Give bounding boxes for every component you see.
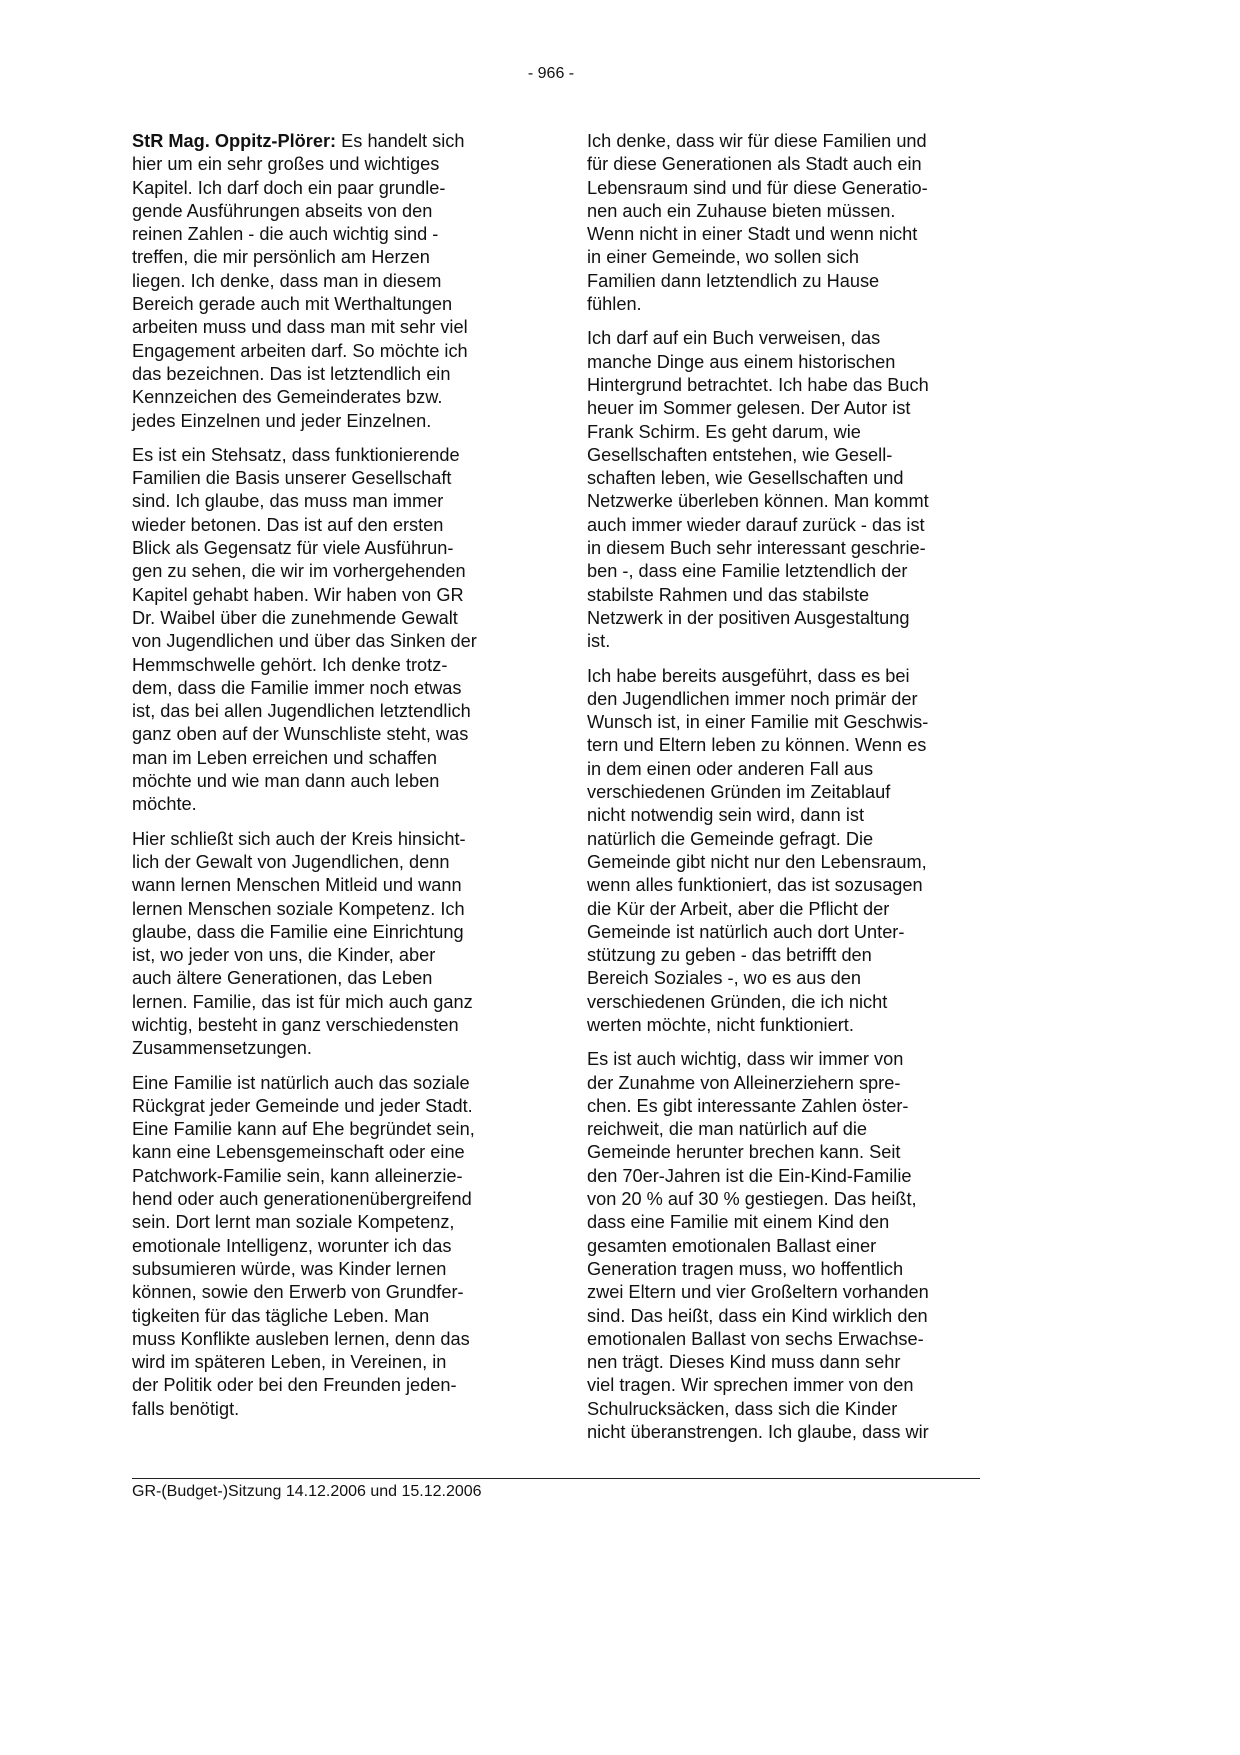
text-line: ben -, dass eine Familie letztendlich der	[587, 561, 908, 582]
text-line: die Kür der Arbeit, aber die Pflicht der	[587, 898, 890, 919]
text-line: sind. Das heißt, dass ein Kind wirklich den	[587, 1305, 928, 1326]
text-line: lernen. Familie, das ist für mich auch ganz	[132, 991, 473, 1012]
text-line: Wenn nicht in einer Stadt und wenn nicht	[587, 224, 918, 245]
text-line: ganz oben auf der Wunschliste steht, was	[132, 724, 469, 745]
paragraph	[132, 130, 527, 433]
text-line: wenn alles funktioniert, das ist sozusagen	[587, 875, 923, 896]
text-line: Familien dann letztendlich zu Hause	[587, 270, 880, 291]
text-line: Netzwerk in der positiven Ausgestaltung	[587, 607, 910, 628]
text-line: Gesellschaften entstehen, wie Gesell-	[587, 444, 893, 465]
text-line: Bereich Soziales -, wo es aus den	[587, 968, 861, 989]
text-line: für diese Generationen als Stadt auch ein	[587, 154, 922, 175]
text-line: reichweit, die man natürlich auf die	[587, 1119, 868, 1140]
text-line: liegen. Ich denke, dass man in diesem	[132, 270, 442, 291]
text-line: Ich denke, dass wir für diese Familien und	[587, 131, 927, 151]
text-line: wichtig, besteht in ganz verschiedensten	[132, 1014, 459, 1035]
text-line: falls benötigt.	[132, 1398, 240, 1419]
text-line: der Zunahme von Alleinerziehern spre-	[587, 1072, 901, 1093]
text-line: Zusammensetzungen.	[132, 1038, 312, 1059]
text-line: verschiedenen Gründen im Zeitablauf	[587, 782, 891, 803]
text-line: Gemeinde herunter brechen kann. Seit	[587, 1142, 901, 1163]
text-line: kann eine Lebensgemeinschaft oder eine	[132, 1142, 465, 1163]
text-line: Lebensraum sind und für diese Generatio-	[587, 177, 928, 198]
text-line: ist, das bei allen Jugendlichen letztendlich	[132, 701, 471, 722]
text-line: Familien die Basis unserer Gesellschaft	[132, 468, 452, 489]
text-line: auch ältere Generationen, das Leben	[132, 968, 433, 989]
text-line: wann lernen Menschen Mitleid und wann	[132, 875, 462, 896]
text-line: lich der Gewalt von Jugendlichen, denn	[132, 851, 450, 872]
text-line: gesamten emotionalen Ballast einer	[587, 1235, 877, 1256]
text-line: den Jugendlichen immer noch primär der	[587, 688, 918, 709]
text-line: gen zu sehen, die wir im vorhergehenden	[132, 561, 466, 582]
text-line: möchte.	[132, 794, 197, 815]
paragraph	[132, 1072, 527, 1421]
paragraph	[132, 444, 527, 817]
text-line: manche Dinge aus einem historischen	[587, 351, 896, 372]
text-line: Es ist ein Stehsatz, dass funktionierende	[132, 444, 460, 465]
text-line: von Jugendlichen und über das Sinken der	[132, 631, 477, 652]
text-line: Kapitel gehabt haben. Wir haben von GR	[132, 584, 464, 605]
text-line: Ich habe bereits ausgeführt, dass es bei	[587, 665, 910, 686]
text-line: Engagement arbeiten darf. So möchte ich	[132, 340, 468, 361]
speaker-name: StR Mag. Oppitz-Plörer:	[132, 131, 337, 151]
text-line: Hintergrund betrachtet. Ich habe das Buch	[587, 374, 929, 395]
text-line: subsumieren würde, was Kinder lernen	[132, 1258, 447, 1279]
text-line: wieder betonen. Das ist auf den ersten	[132, 514, 444, 535]
text-line: stützung zu geben - das betrifft den	[587, 945, 872, 966]
text-line: muss Konflikte ausleben lernen, denn das	[132, 1328, 470, 1349]
text-line: möchte und wie man dann auch leben	[132, 771, 440, 792]
text-line: Rückgrat jeder Gemeinde und jeder Stadt.	[132, 1095, 473, 1116]
text-line: Es ist auch wichtig, dass wir immer von	[587, 1049, 904, 1070]
text-line: glaube, dass die Familie eine Einrichtung	[132, 921, 464, 942]
left-column	[132, 130, 527, 1432]
page-number: - 966 -	[527, 65, 575, 82]
text-line: in diesem Buch sehr interessant geschrie-	[587, 538, 926, 559]
text-line: wird im späteren Leben, in Vereinen, in	[132, 1352, 447, 1373]
text-line: hier um ein sehr großes und wichtiges	[132, 154, 440, 175]
text-line: dem, dass die Familie immer noch etwas	[132, 677, 462, 698]
text-line: Kapitel. Ich darf doch ein paar grundle-	[132, 177, 446, 198]
text-line: Eine Familie kann auf Ehe begründet sein,	[132, 1119, 475, 1140]
text-line: Eine Familie ist natürlich auch das soziale	[132, 1072, 470, 1093]
text-line: Ich darf auf ein Buch verweisen, das	[587, 328, 881, 349]
text-line: Bereich gerade auch mit Werthaltungen	[132, 294, 453, 315]
text-line: viel tragen. Wir sprechen immer von den	[587, 1375, 914, 1396]
text-line: Wunsch ist, in einer Familie mit Geschwis-	[587, 712, 929, 733]
text-line: sind. Ich glaube, das muss man immer	[132, 491, 444, 512]
right-column	[587, 130, 982, 1455]
footer-divider	[132, 1478, 980, 1479]
paragraph	[132, 828, 527, 1061]
text-line: den 70er-Jahren ist die Ein-Kind-Familie	[587, 1165, 912, 1186]
text-line: chen. Es gibt interessante Zahlen öster-	[587, 1095, 909, 1116]
text-line: stabilste Rahmen und das stabilste	[587, 584, 870, 605]
text-line: Netzwerke überleben können. Man kommt	[587, 491, 929, 512]
text-line: nicht notwendig sein wird, dann ist	[587, 805, 865, 826]
text-line: lernen Menschen soziale Kompetenz. Ich	[132, 898, 465, 919]
text-line: tigkeiten für das tägliche Leben. Man	[132, 1305, 430, 1326]
text-line: dass eine Familie mit einem Kind den	[587, 1212, 890, 1233]
text-line: in einer Gemeinde, wo sollen sich	[587, 247, 859, 268]
paragraph	[587, 327, 982, 653]
text-line-content: Es handelt sich	[336, 131, 465, 151]
text-line: emotionalen Ballast von sechs Erwachse-	[587, 1328, 924, 1349]
text-line: Patchwork-Familie sein, kann alleinerzie-	[132, 1165, 463, 1186]
paragraph	[587, 130, 982, 316]
text-line: der Politik oder bei den Freunden jeden-	[132, 1375, 457, 1396]
text-line: in dem einen oder anderen Fall aus	[587, 758, 874, 779]
text-line: nicht überanstrengen. Ich glaube, dass wir	[587, 1422, 929, 1443]
text-line: können, sowie den Erwerb von Grundfer-	[132, 1282, 464, 1303]
text-line: natürlich die Gemeinde gefragt. Die	[587, 828, 874, 849]
text-line: Blick als Gegensatz für viele Ausführun-	[132, 538, 454, 559]
text-line: heuer im Sommer gelesen. Der Autor ist	[587, 398, 911, 419]
text-line: arbeiten muss und dass man mit sehr viel	[132, 317, 468, 338]
footer-text: GR-(Budget-)Sitzung 14.12.2006 und 15.12.2006	[132, 1483, 482, 1500]
paragraph	[587, 1048, 982, 1444]
paragraph	[587, 665, 982, 1038]
text-line: Generation tragen muss, wo hoffentlich	[587, 1258, 904, 1279]
text-line: jedes Einzelnen und jeder Einzelnen.	[132, 410, 432, 431]
text-line: tern und Eltern leben zu können. Wenn es	[587, 735, 927, 756]
text-line: hend oder auch generationenübergreifend	[132, 1189, 472, 1210]
text-line: werten möchte, nicht funktioniert.	[587, 1014, 854, 1035]
text-line: treffen, die mir persönlich am Herzen	[132, 247, 430, 268]
text-line: Hemmschwelle gehört. Ich denke trotz-	[132, 654, 448, 675]
text-line: schaften leben, wie Gesellschaften und	[587, 468, 904, 489]
text-line: gende Ausführungen abseits von den	[132, 200, 433, 221]
text-line: zwei Eltern und vier Großeltern vorhanden	[587, 1282, 929, 1303]
text-line: fühlen.	[587, 294, 642, 315]
text-line: Kennzeichen des Gemeinderates bzw.	[132, 387, 443, 408]
text-line: emotionale Intelligenz, worunter ich das	[132, 1235, 452, 1256]
text-line: Gemeinde gibt nicht nur den Lebensraum,	[587, 851, 927, 872]
text-line: auch immer wieder darauf zurück - das ist	[587, 514, 925, 535]
text-line: das bezeichnen. Das ist letztendlich ein	[132, 363, 451, 384]
text-line: reinen Zahlen - die auch wichtig sind -	[132, 224, 439, 245]
text-line: man im Leben erreichen und schaffen	[132, 747, 438, 768]
text-line: Dr. Waibel über die zunehmende Gewalt	[132, 607, 458, 628]
text-line: Frank Schirm. Es geht darum, wie	[587, 421, 861, 442]
text-line: sein. Dort lernt man soziale Kompetenz,	[132, 1212, 455, 1233]
text-line: ist, wo jeder von uns, die Kinder, aber	[132, 945, 436, 966]
text-line: Schulrucksäcken, dass sich die Kinder	[587, 1398, 898, 1419]
text-line: Hier schließt sich auch der Kreis hinsicht-	[132, 828, 466, 849]
text-line: verschiedenen Gründen, die ich nicht	[587, 991, 888, 1012]
text-line: Gemeinde ist natürlich auch dort Unter-	[587, 921, 905, 942]
text-line	[132, 130, 527, 153]
text-line: von 20 % auf 30 % gestiegen. Das heißt,	[587, 1189, 917, 1210]
text-line: ist.	[587, 631, 611, 652]
text-line: nen trägt. Dieses Kind muss dann sehr	[587, 1352, 901, 1373]
text-line: nen auch ein Zuhause bieten müssen.	[587, 200, 896, 221]
